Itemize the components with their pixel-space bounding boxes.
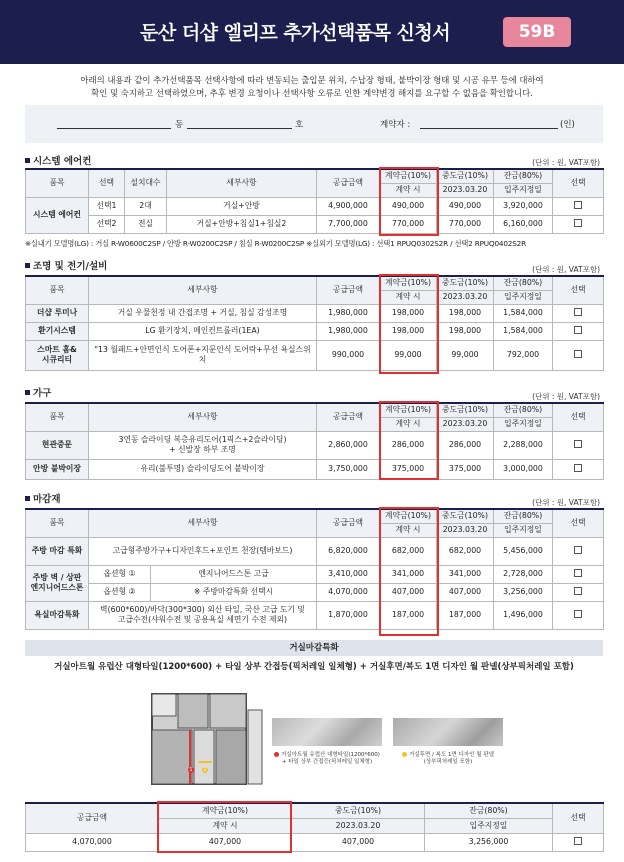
living-price-table — [25, 802, 604, 852]
header-detail: 세부사항 — [89, 509, 317, 537]
balance-value: 1,584,000 — [494, 304, 553, 322]
balance-value: 3,920,000 — [494, 197, 553, 215]
header-item: 품목 — [26, 403, 89, 431]
price-value: 2,860,000 — [317, 431, 380, 459]
detail-text: 엔지니어드스톤 고급 — [151, 565, 317, 583]
wall-panel-swatch — [393, 718, 503, 746]
table-row — [26, 537, 604, 565]
price-value: 990,000 — [317, 340, 380, 370]
header-price: 공급금액 — [26, 803, 159, 833]
option-label: 옵션형 ① — [89, 565, 151, 583]
price-value: 6,820,000 — [317, 537, 380, 565]
deposit-highlight — [379, 401, 439, 480]
header-item: 품목 — [26, 509, 89, 537]
header-balance: 잔금(80%) — [494, 276, 553, 290]
middle-value: 198,000 — [437, 304, 494, 322]
swatch-caption-1 — [268, 752, 386, 766]
balance-value: 3,256,000 — [425, 833, 553, 851]
middle-value: 187,000 — [437, 601, 494, 629]
detail-text — [89, 601, 317, 629]
deposit-value: 198,000 — [380, 304, 437, 322]
header-price: 공급금액 — [317, 509, 380, 537]
table-row — [26, 565, 604, 583]
middle-value: 99,000 — [437, 340, 494, 370]
select-checkbox[interactable] — [574, 546, 582, 554]
page-title: 둔산 더샵 엘리프 추가선택품목 신청서 — [140, 22, 451, 44]
item-name — [26, 565, 89, 601]
header-middle-sub: 2023.03.20 — [437, 290, 494, 304]
header-middle: 중도금(10%) — [437, 169, 494, 183]
header-middle-sub: 2023.03.20 — [292, 818, 425, 833]
detail-text: 거실+안방 — [167, 197, 317, 215]
detail-line: 3연동 슬라이딩 복층유리도어(1픽스+2슬라이딩) — [118, 435, 287, 444]
deposit-value: 99,000 — [380, 340, 437, 370]
header-qty: 설치대수 — [125, 169, 167, 197]
art-wall-tile-swatch — [272, 718, 382, 746]
table-row — [26, 322, 604, 340]
header-deposit-sub: 계약 시 — [380, 290, 437, 304]
price-value: 4,070,000 — [317, 583, 380, 601]
table-row — [26, 833, 604, 851]
deposit-value: 770,000 — [380, 215, 437, 233]
header-select: 선택 — [553, 403, 604, 431]
select-cell — [553, 197, 604, 215]
select-checkbox[interactable] — [574, 837, 582, 845]
unit-type-badge: 59B — [503, 17, 571, 47]
detail-line: 고급수전(샤워수전 및 공용욕실 세면기 수전 제외) — [117, 615, 288, 624]
contractor-field[interactable] — [420, 128, 558, 129]
header-deposit-sub: 계약 시 — [159, 818, 292, 833]
table-row — [26, 431, 604, 459]
table-row — [26, 197, 604, 215]
price-value: 4,900,000 — [317, 197, 380, 215]
item-name: 주방 마감 특화 — [26, 537, 89, 565]
select-cell — [553, 304, 604, 322]
select-cell — [553, 215, 604, 233]
deposit-value: 198,000 — [380, 322, 437, 340]
select-cell — [553, 459, 604, 479]
finish-table — [25, 508, 604, 630]
select-checkbox[interactable] — [574, 201, 582, 209]
detail-line: + 신발장 하부 조명 — [169, 445, 236, 454]
deposit-highlight — [379, 167, 439, 236]
price-value: 3,750,000 — [317, 459, 380, 479]
balance-value: 1,584,000 — [494, 322, 553, 340]
detail-line: 벽(600*600)/바닥(300*300) 외산 타일, 국산 고급 도기 및 — [100, 605, 305, 614]
select-cell — [553, 431, 604, 459]
header-banner — [0, 0, 624, 64]
qty-value: 2대 — [125, 197, 167, 215]
header-deposit: 계약금(10%) — [380, 276, 437, 290]
lighting-table — [25, 275, 604, 371]
item-name: 환기시스템 — [26, 322, 89, 340]
table-row — [26, 583, 604, 601]
header-select: 선택 — [553, 169, 604, 197]
select-cell — [553, 537, 604, 565]
price-value: 1,980,000 — [317, 304, 380, 322]
qty-value: 전실 — [125, 215, 167, 233]
deposit-highlight — [379, 507, 439, 636]
section-title-aircon: 시스템 에어컨 — [25, 153, 91, 167]
deposit-value: 490,000 — [380, 197, 437, 215]
middle-value: 286,000 — [437, 431, 494, 459]
header-balance-sub: 입주지정일 — [494, 523, 553, 537]
living-section-band: 거실마감특화 — [25, 640, 603, 656]
notice-text — [30, 74, 594, 100]
select-cell — [553, 583, 604, 601]
option-label: 선택1 — [89, 197, 125, 215]
header-middle: 중도금(10%) — [437, 403, 494, 417]
unit-note-furniture: (단위 : 원, VAT포함) — [532, 392, 600, 401]
balance-value: 792,000 — [494, 340, 553, 370]
header-price: 공급금액 — [317, 169, 380, 197]
header-deposit: 계약금(10%) — [380, 509, 437, 523]
price-value: 3,410,000 — [317, 565, 380, 583]
middle-value: 682,000 — [437, 537, 494, 565]
balance-value: 3,000,000 — [494, 459, 553, 479]
detail-text: 유리(불투명) 슬라이딩도어 붙박이장 — [89, 459, 317, 479]
dong-label: 동 — [175, 120, 184, 130]
item-name — [26, 340, 89, 370]
deposit-value: 407,000 — [159, 833, 292, 851]
middle-value: 341,000 — [437, 565, 494, 583]
option-label: 옵션형 ② — [89, 583, 151, 601]
deposit-value: 341,000 — [380, 565, 437, 583]
header-deposit: 계약금(10%) — [380, 169, 437, 183]
header-deposit-sub: 계약 시 — [380, 523, 437, 537]
deposit-highlight — [157, 801, 292, 853]
header-select: 선택 — [553, 276, 604, 304]
select-cell — [553, 322, 604, 340]
select-checkbox[interactable] — [574, 464, 582, 472]
header-item: 품목 — [26, 276, 89, 304]
item-name: 욕실마감특화 — [26, 601, 89, 629]
middle-value: 407,000 — [437, 583, 494, 601]
select-checkbox[interactable] — [574, 440, 582, 448]
header-deposit: 계약금(10%) — [159, 803, 292, 818]
header-deposit-sub: 계약 시 — [380, 183, 437, 197]
signature-area — [25, 105, 603, 143]
deposit-value: 375,000 — [380, 459, 437, 479]
header-select: 선택 — [553, 803, 604, 833]
detail-text: ※ 주방마감특화 선택시 — [151, 583, 317, 601]
select-checkbox[interactable] — [574, 610, 582, 618]
marker-1-icon: 1 — [189, 767, 193, 773]
balance-value: 2,728,000 — [494, 565, 553, 583]
seal-label: (인) — [560, 120, 575, 130]
table-row — [26, 601, 604, 629]
header-balance-sub: 입주지정일 — [425, 818, 553, 833]
header-balance-sub: 입주지정일 — [494, 290, 553, 304]
table-row — [26, 459, 604, 479]
header-choice: 선택 — [89, 169, 125, 197]
header-balance-sub: 입주지정일 — [494, 417, 553, 431]
header-detail: 세부사항 — [89, 403, 317, 431]
floor-plan-image — [146, 690, 266, 790]
select-checkbox[interactable] — [574, 587, 582, 595]
middle-value: 770,000 — [437, 215, 494, 233]
header-balance: 잔금(80%) — [494, 169, 553, 183]
header-balance: 잔금(80%) — [494, 403, 553, 417]
header-price: 공급금액 — [317, 403, 380, 431]
table-row — [26, 340, 604, 370]
dong-field[interactable] — [57, 128, 171, 129]
header-deposit: 계약금(10%) — [380, 403, 437, 417]
header-detail: 세부사항 — [167, 169, 317, 197]
deposit-value: 286,000 — [380, 431, 437, 459]
balance-value: 5,456,000 — [494, 537, 553, 565]
item-name: 현관중문 — [26, 431, 89, 459]
item-name: 더샵 루미나 — [26, 304, 89, 322]
deposit-highlight — [379, 274, 439, 374]
balance-value: 3,256,000 — [494, 583, 553, 601]
header-balance: 잔금(80%) — [425, 803, 553, 818]
header-middle: 중도금(10%) — [292, 803, 425, 818]
select-cell — [553, 601, 604, 629]
header-item: 품목 — [26, 169, 89, 197]
price-value: 1,870,000 — [317, 601, 380, 629]
living-description: 거실아트월 유럽산 대형타일(1200*600) + 타일 상부 간접등(픽처레일 일체형) + 거실후면/복도 1면 디자인 월 판넬(상부픽처레일 포함) — [54, 662, 574, 672]
select-checkbox[interactable] — [574, 569, 582, 577]
aircon-footnote: ※실내기 모델명(LG) : 거실 R-W0600C2SP / 안방 R-W0200C2SP / 침실 R-W0200C2SP ※실외기 모델명(LG) : 선택1 RPUQ0302S2R / 선택2 RPUQ0402S2R — [25, 239, 526, 248]
unit-note-lighting: (단위 : 원, VAT포함) — [532, 265, 600, 274]
caption-line: 거실후면 / 복도 1면 디자인 월 판넬 — [409, 752, 494, 758]
middle-value: 407,000 — [292, 833, 425, 851]
header-middle-sub: 2023.03.20 — [437, 523, 494, 537]
header-detail: 세부사항 — [89, 276, 317, 304]
price-value: 7,700,000 — [317, 215, 380, 233]
deposit-value: 187,000 — [380, 601, 437, 629]
marker-2-icon: 2 — [203, 767, 207, 773]
item-name-line: 엔지니어드스톤 — [30, 583, 84, 592]
select-checkbox[interactable] — [574, 219, 582, 227]
balance-value: 2,288,000 — [494, 431, 553, 459]
yellow-dot-icon — [402, 752, 407, 757]
contractor-label: 계약자 : — [380, 120, 411, 130]
table-row — [26, 304, 604, 322]
select-checkbox[interactable] — [574, 308, 582, 316]
ho-label: 호 — [295, 120, 304, 130]
select-cell — [553, 565, 604, 583]
select-checkbox[interactable] — [574, 326, 582, 334]
header-balance: 잔금(80%) — [494, 509, 553, 523]
section-title-furniture: 가구 — [25, 385, 51, 399]
table-row — [26, 215, 604, 233]
option-label: 선택2 — [89, 215, 125, 233]
item-name: 시스템 에어컨 — [26, 197, 89, 233]
caption-line: + 타일 상부 간접등(픽처레일 일체형) — [281, 759, 373, 765]
red-dot-icon — [274, 752, 279, 757]
deposit-value: 407,000 — [380, 583, 437, 601]
balance-value: 1,496,000 — [494, 601, 553, 629]
balance-value: 6,160,000 — [494, 215, 553, 233]
section-title-lighting: 조명 및 전기/설비 — [25, 258, 107, 272]
deposit-value: 682,000 — [380, 537, 437, 565]
select-checkbox[interactable] — [574, 350, 582, 358]
middle-value: 490,000 — [437, 197, 494, 215]
detail-text: 거실 우물천정 내 간접조명 + 거실, 침실 감성조명 — [89, 304, 317, 322]
caption-line: (상부픽처레일 포함) — [423, 759, 473, 765]
header-price: 공급금액 — [317, 276, 380, 304]
ho-field[interactable] — [187, 128, 292, 129]
unit-note-finish: (단위 : 원, VAT포함) — [532, 498, 600, 507]
header-middle-sub: 2023.03.20 — [437, 183, 494, 197]
header-balance-sub: 입주지정일 — [494, 183, 553, 197]
header-select: 선택 — [553, 509, 604, 537]
aircon-table — [25, 168, 604, 234]
furniture-table — [25, 402, 604, 480]
header-deposit-sub: 계약 시 — [380, 417, 437, 431]
item-name-line: 시큐리티 — [41, 355, 73, 364]
detail-text — [89, 431, 317, 459]
select-cell — [553, 833, 604, 851]
detail-text: "13 월패드+안면인식 도어폰+지문인식 도어락+무선 욕실스위치 — [89, 340, 317, 370]
detail-text: 고급형주방가구+디자인후드+포인트 천장(템바보드) — [89, 537, 317, 565]
item-name: 안방 붙박이장 — [26, 459, 89, 479]
select-cell — [553, 340, 604, 370]
header-middle: 중도금(10%) — [437, 276, 494, 290]
price-value: 1,980,000 — [317, 322, 380, 340]
caption-line: 거실아트월 유럽산 대형타일(1200*600) — [281, 752, 380, 758]
unit-note-aircon: (단위 : 원, VAT포함) — [532, 158, 600, 167]
middle-value: 198,000 — [437, 322, 494, 340]
price-value: 4,070,000 — [26, 833, 159, 851]
notice-line-2: 확인 및 숙지하고 선택하였으며, 추후 변경 요청이나 선택사항 오류로 인한 계약변경 해지를 요구할 수 없음을 확인합니다. — [91, 88, 533, 98]
section-title-finish: 마감재 — [25, 491, 61, 505]
notice-line-1: 아래의 내용과 같이 추가선택품목 선택사항에 따라 변동되는 출입문 위치, 수납장 형태, 붙박이장 형태 및 시공 유무 등에 대하여 — [80, 75, 544, 85]
header-middle: 중도금(10%) — [437, 509, 494, 523]
detail-text: LG 환기장치, 메인컨트롤러(1EA) — [89, 322, 317, 340]
swatch-caption-2 — [389, 752, 507, 766]
middle-value: 375,000 — [437, 459, 494, 479]
detail-text: 거실+안방+침실1+침실2 — [167, 215, 317, 233]
header-middle-sub: 2023.03.20 — [437, 417, 494, 431]
item-name-line: 스마트 홈& — [37, 345, 77, 354]
item-name-line: 주방 벽 / 상판 — [32, 573, 82, 582]
